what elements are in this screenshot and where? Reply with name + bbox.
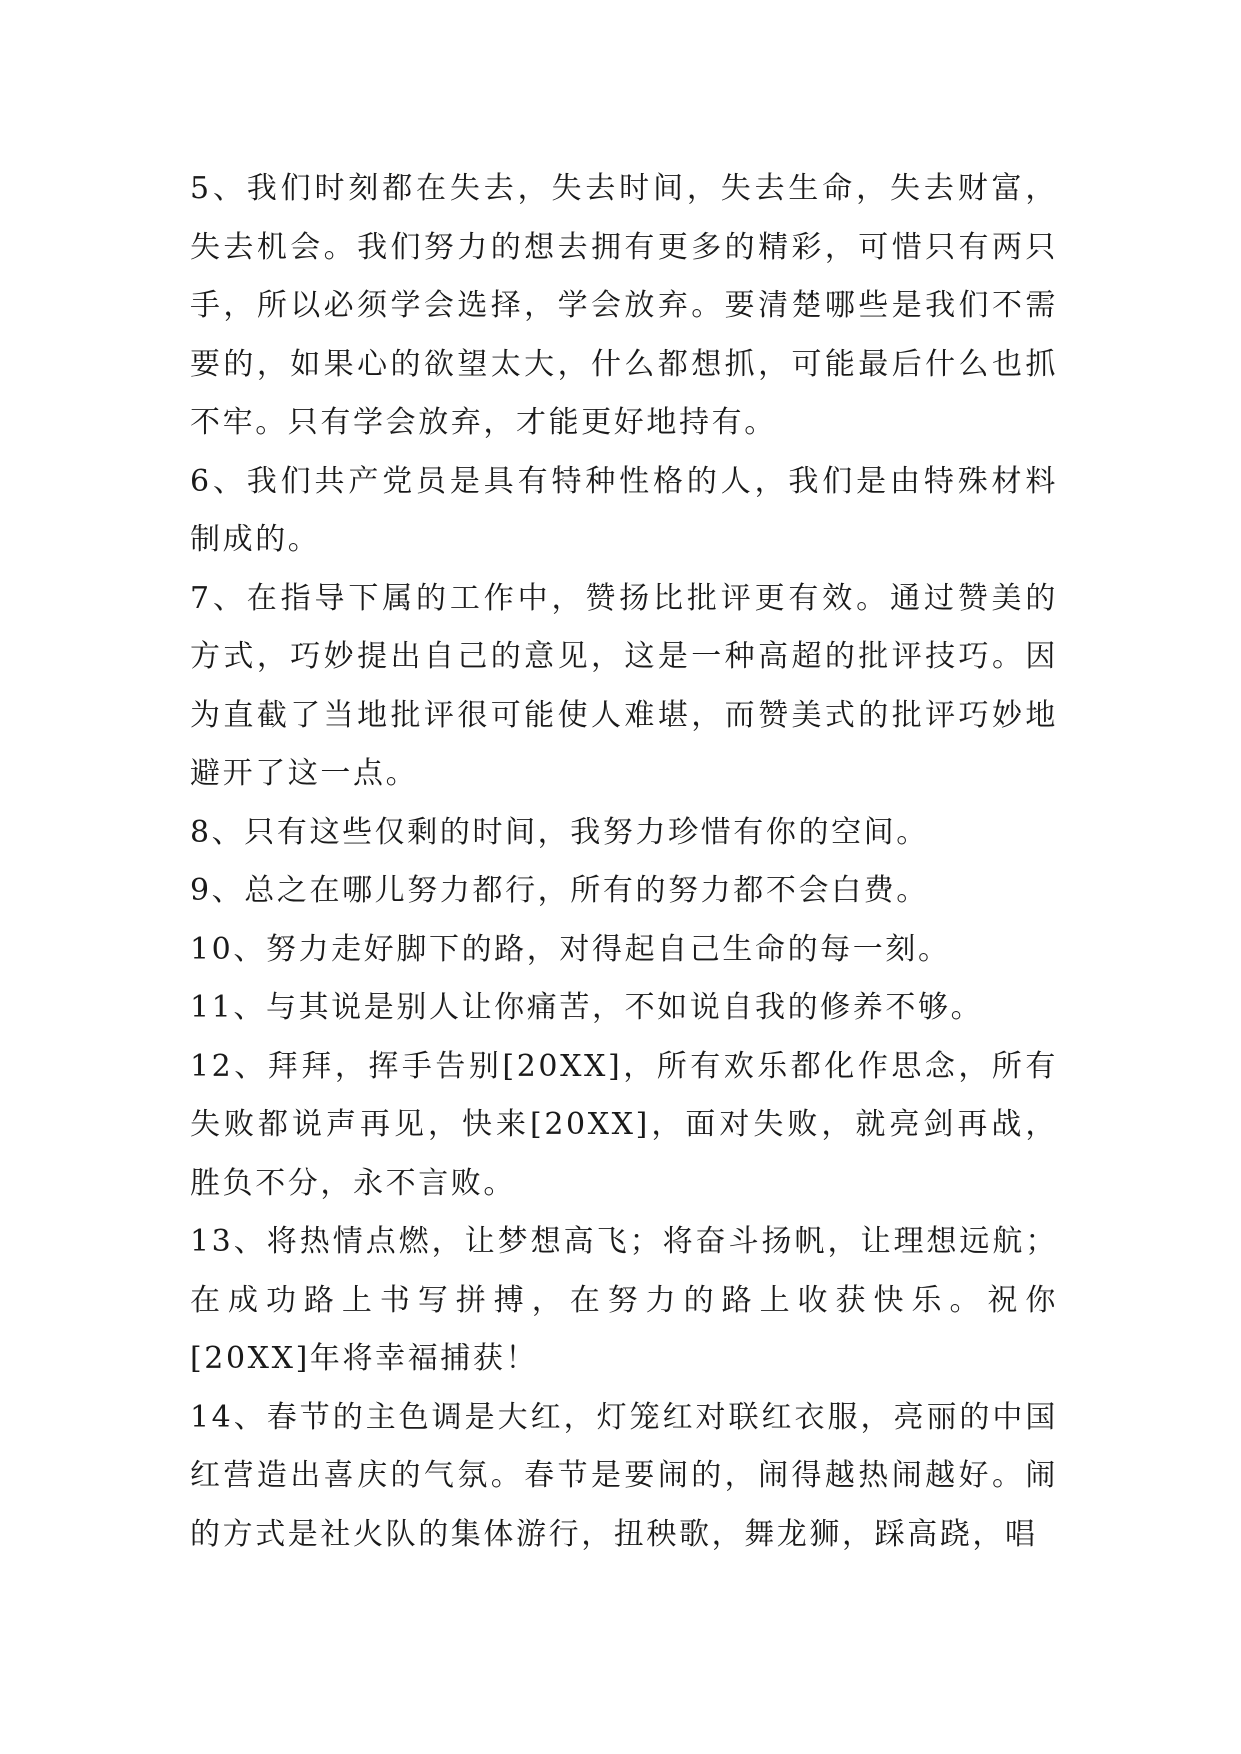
paragraph-8: 8、只有这些仅剩的时间，我努力珍惜有你的空间。: [190, 814, 929, 850]
paragraph-14: 14、春节的主色调是大红，灯笼红对联红衣服，亮丽的中国红营造出喜庆的气氛。春节是要闹的，闹得越热闹越好。闹的方式是社火队的集体游行，扭秧歌，舞龙狮，踩高跷，唱: [190, 1399, 1058, 1552]
paragraph-11: 11、与其说是别人让你痛苦，不如说自我的修养不够。: [190, 990, 984, 1025]
paragraph-5: 5、我们时刻都在失去，失去时间，失去生命，失去财富，失去机会。我们努力的想去拥有更多的精彩，可惜只有两只手，所以必须学会选择，学会放弃。要清楚哪些是我们不需要的，如果心的欲望太大，什么都想抓，可能最后什么也抓不牢。只有学会放弃，才能更好地持有。: [190, 171, 1058, 440]
paragraph-13: 13、将热情点燃，让梦想高飞；将奋斗扬帆，让理想远航；在成功路上书写拼搏，在努力的路上收获快乐。祝你[20XX]年将幸福捕获！: [190, 1224, 1058, 1376]
paragraph-7: 7、在指导下属的工作中，赞扬比批评更有效。通过赞美的方式，巧妙提出自己的意见，这是一种高超的批评技巧。因为直截了当地批评很可能使人难堪，而赞美式的批评巧妙地避开了这一点。: [190, 580, 1058, 791]
paragraph-10: 10、努力走好脚下的路，对得起自己生命的每一刻。: [190, 931, 951, 967]
paragraph-6: 6、我们共产党员是具有特种性格的人，我们是由特殊材料制成的。: [190, 463, 1058, 557]
document-body: [190, 160, 1058, 1564]
paragraph-12: 12、拜拜，挥手告别[20XX]，所有欢乐都化作思念，所有失败都说声再见，快来[20XX]，面对失败，就亮剑再战，胜负不分，永不言败。: [190, 1048, 1058, 1201]
paragraph-9: 9、总之在哪儿努力都行，所有的努力都不会白费。: [190, 873, 929, 908]
